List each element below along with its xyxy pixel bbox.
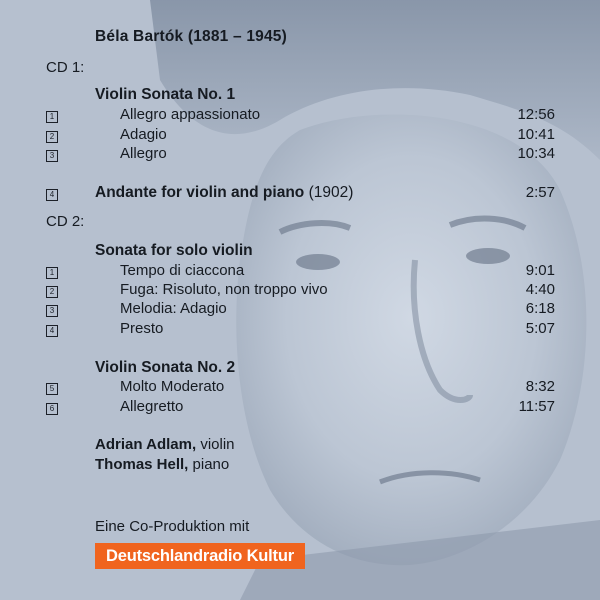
track-number-box: 5	[46, 383, 58, 395]
track-time: 8:32	[525, 378, 555, 395]
track-number-box: 1	[46, 111, 58, 123]
cd2-work2-title: Violin Sonata No. 2	[95, 359, 236, 376]
track-number-box: 2	[46, 286, 58, 298]
performer-role: piano	[192, 456, 230, 473]
track-name: Adagio	[120, 126, 167, 143]
track-time: 11:57	[518, 398, 555, 415]
cd1-work2-title	[95, 184, 353, 202]
performer-line	[95, 456, 229, 473]
track-name: Fuga: Risoluto, non troppo vivo	[120, 281, 328, 298]
deutschlandradio-logo: Deutschlandradio Kultur	[95, 543, 305, 569]
work-title-text: Andante for violin and piano	[95, 184, 305, 201]
cd1-work1-title: Violin Sonata No. 1	[95, 86, 236, 103]
track-time: 5:07	[525, 320, 555, 337]
track-number-box: 3	[46, 305, 58, 317]
coproduction-text: Eine Co-Produktion mit	[95, 518, 250, 535]
track-time: 10:34	[517, 145, 555, 162]
track-name: Allegro	[120, 145, 167, 162]
work-year: (1902)	[308, 184, 354, 201]
track-time: 2:57	[525, 184, 555, 201]
track-number-box: 4	[46, 325, 58, 337]
track-number-box: 3	[46, 150, 58, 162]
track-number-box: 4	[46, 189, 58, 201]
performer-role: violin	[200, 436, 235, 453]
cd1-label: CD 1:	[46, 59, 85, 76]
track-number-box: 1	[46, 267, 58, 279]
performer-line	[95, 436, 235, 453]
track-name: Tempo di ciaccona	[120, 262, 245, 279]
composer-title: Béla Bartók (1881 – 1945)	[95, 28, 287, 45]
track-name: Molto Moderato	[120, 378, 225, 395]
performer-name: Thomas Hell,	[95, 456, 189, 473]
cd2-work1-title: Sonata for solo violin	[95, 242, 253, 259]
track-time: 12:56	[517, 106, 555, 123]
track-time: 6:18	[525, 300, 555, 317]
track-time: 4:40	[525, 281, 555, 298]
track-name: Melodia: Adagio	[120, 300, 227, 317]
track-number-box: 2	[46, 131, 58, 143]
track-name: Presto	[120, 320, 164, 337]
track-number-box: 6	[46, 403, 58, 415]
cd2-label: CD 2:	[46, 213, 85, 230]
performer-name: Adrian Adlam,	[95, 436, 197, 453]
track-time: 9:01	[525, 262, 555, 279]
track-name: Allegro appassionato	[120, 106, 261, 123]
track-time: 10:41	[517, 126, 555, 143]
track-name: Allegretto	[120, 398, 184, 415]
